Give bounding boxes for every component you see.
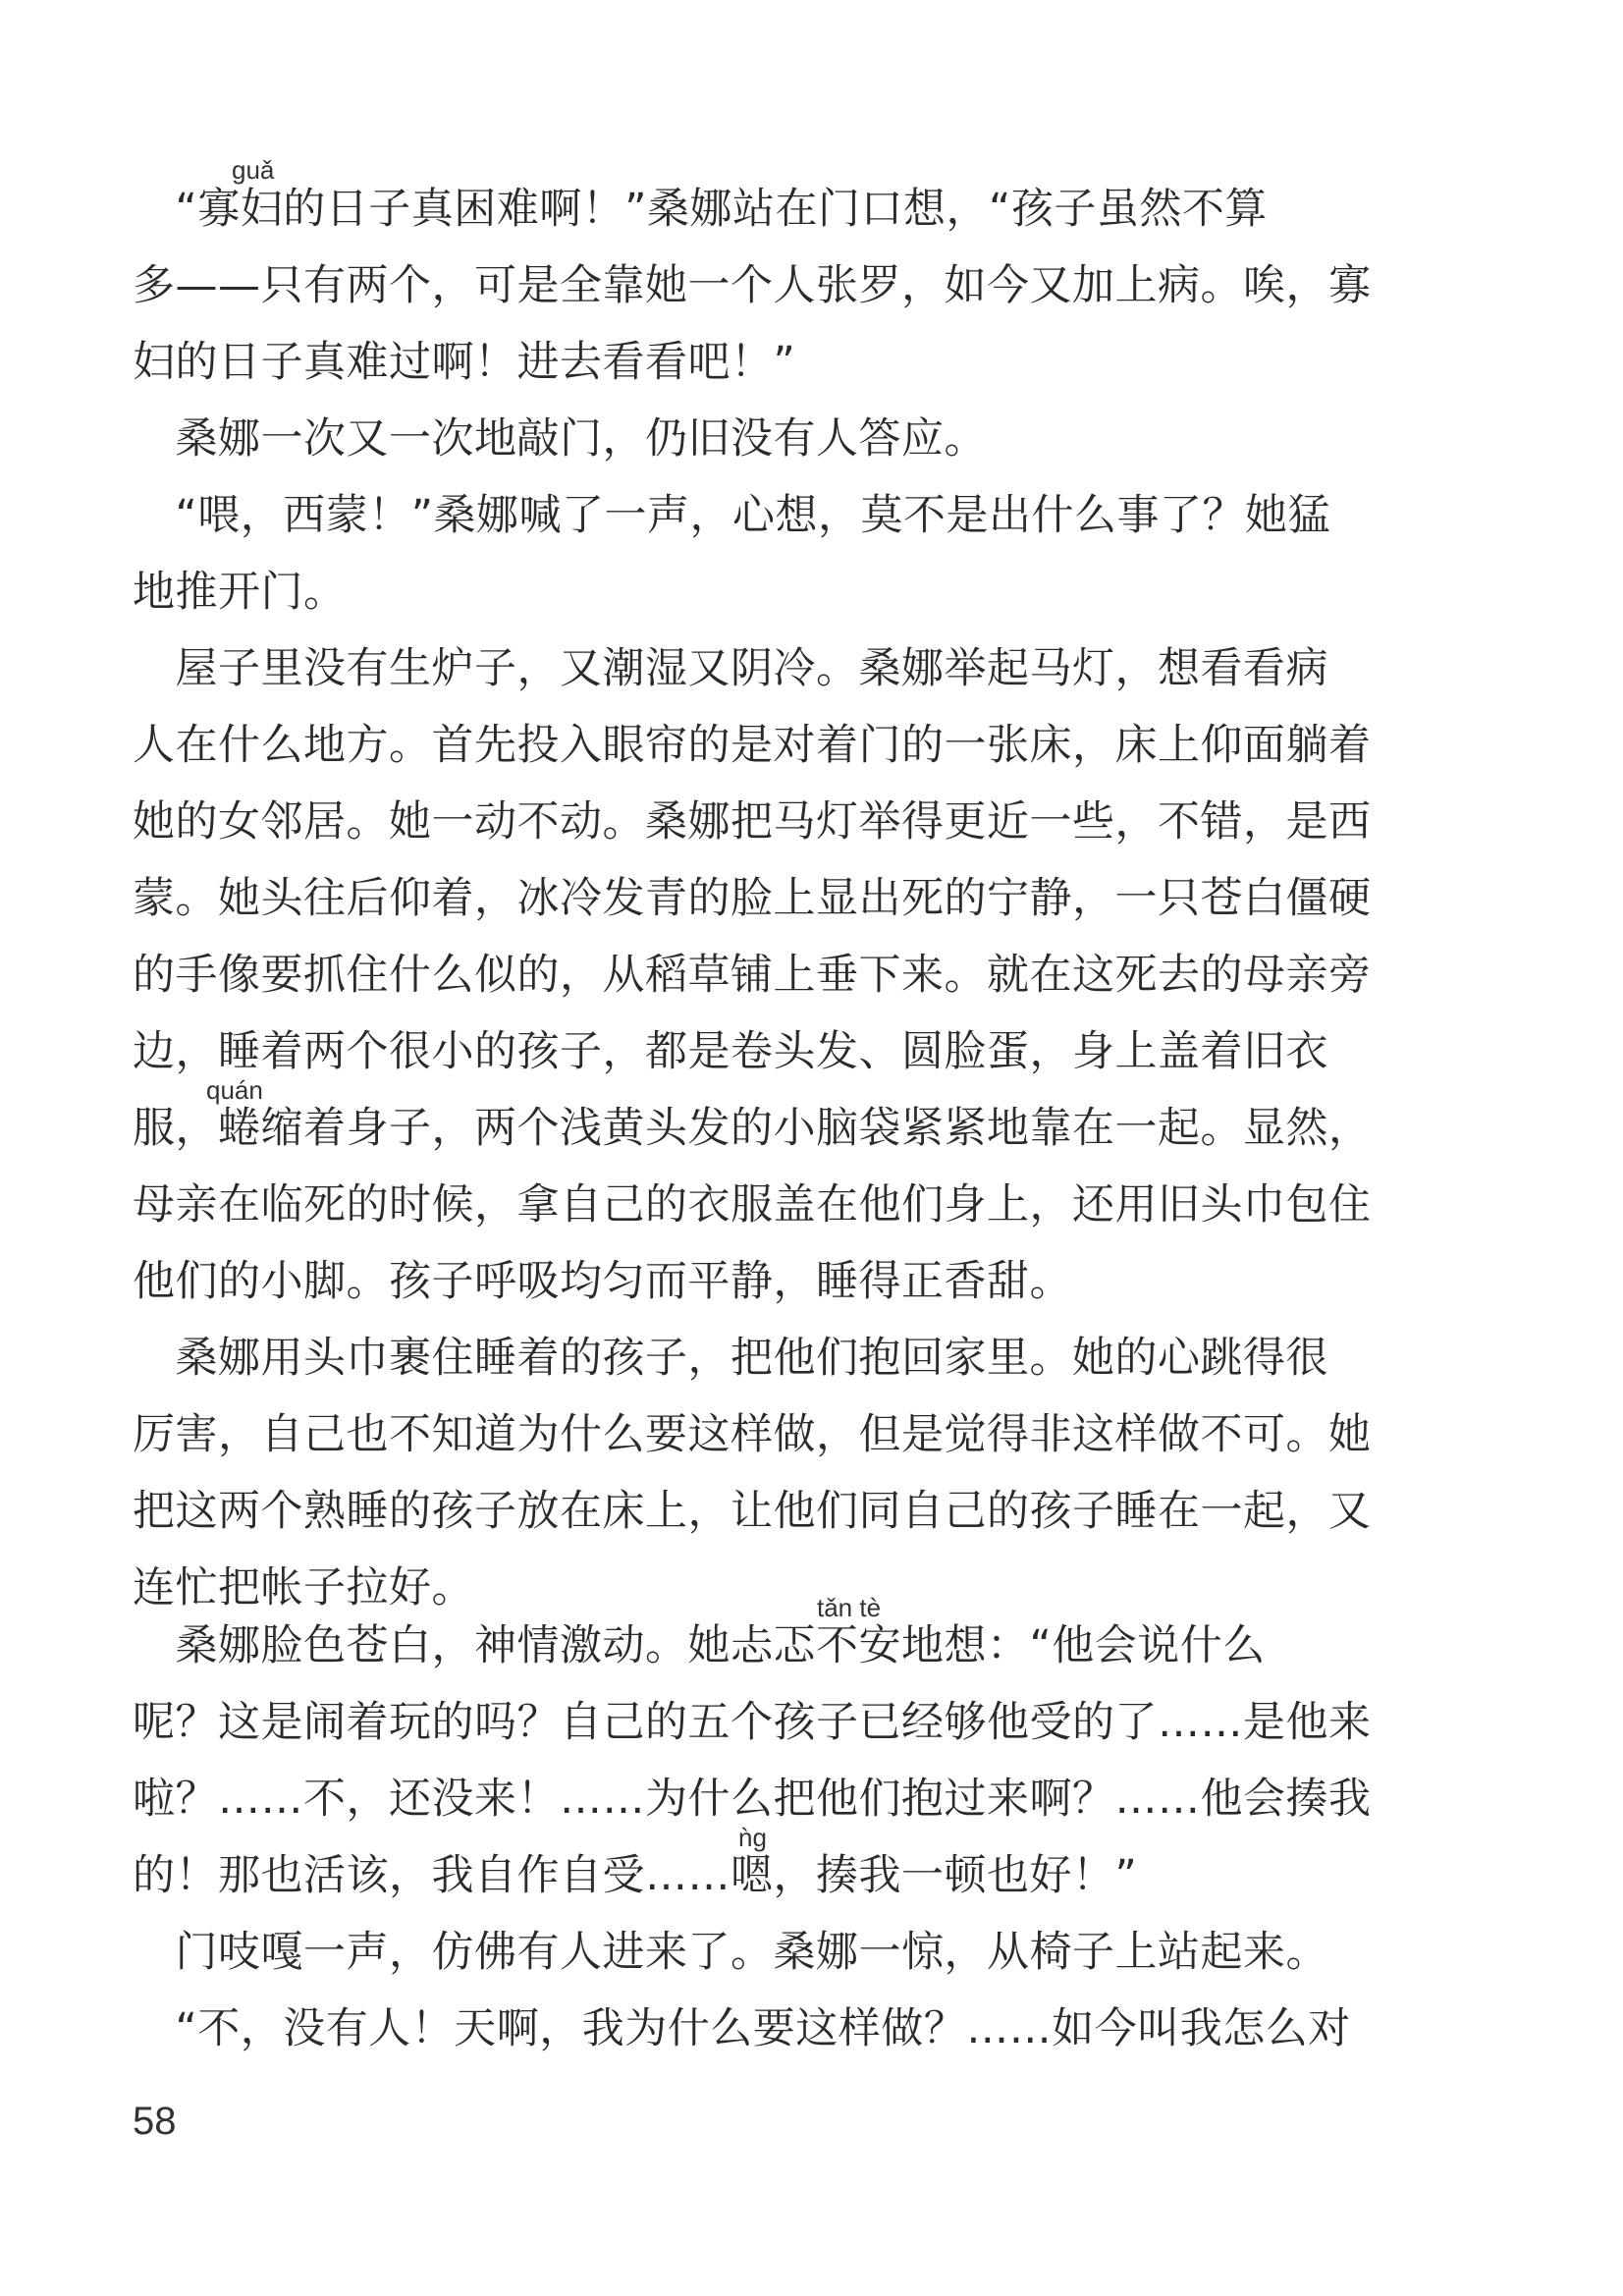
text-line: 地推开门。 — [133, 568, 347, 617]
text-line: 把这两个熟睡的孩子放在床上，让他们同自己的孩子睡在一起，又 — [133, 1487, 1372, 1536]
text-line: 蒙。她头往后仰着，冰冷发青的脸上显出死的宁静，一只苍白僵硬 — [133, 874, 1372, 923]
text-line: “不，没有人！天啊，我为什么要这样做？……如今叫我怎么对 — [133, 2004, 1351, 2053]
text-line: 桑娜用头巾裹住睡着的孩子，把他们抱回家里。她的心跳得很 — [133, 1334, 1328, 1383]
text-line: 啦？……不，还没来！……为什么把他们抱过来啊？……他会揍我 — [133, 1775, 1372, 1824]
text-line: 人在什么地方。首先投入眼帘的是对着门的一张床，床上仰面躺着 — [133, 721, 1372, 770]
text-line: 她的女邻居。她一动不动。桑娜把马灯举得更近一些，不错，是西 — [133, 797, 1372, 847]
text-line: 母亲在临死的时候，拿自己的衣服盖在他们身上，还用旧头巾包住 — [133, 1180, 1372, 1230]
text-line: 多——只有两个，可是全靠她一个人张罗，如今又加上病。唉，寡 — [133, 261, 1372, 310]
text-line: 服，蜷缩着身子，两个浅黄头发的小脑袋紧紧地靠在一起。显然， — [133, 1104, 1372, 1153]
pinyin-annotation-ng: ǹg — [738, 1823, 767, 1852]
text-line: 屋子里没有生炉子，又潮湿又阴冷。桑娜举起马灯，想看看病 — [133, 644, 1328, 693]
text-line: 门吱嘎一声，仿佛有人进来了。桑娜一惊，从椅子上站起来。 — [133, 1928, 1328, 1977]
page-number: 58 — [133, 2100, 177, 2143]
text-line: 边，睡着两个很小的孩子，都是卷头发、圆脸蛋，身上盖着旧衣 — [133, 1027, 1328, 1076]
text-line: 连忙把帐子拉好。 — [133, 1563, 474, 1613]
text-line: 的手像要抓住什么似的，从稻草铺上垂下来。就在这死去的母亲旁 — [133, 951, 1372, 1000]
text-line: 桑娜一次又一次地敲门，仍旧没有人答应。 — [133, 414, 987, 464]
text-line: 桑娜脸色苍白，神情激动。她忐忑不安地想：“他会说什么 — [133, 1621, 1266, 1670]
text-line: 呢？这是闹着玩的吗？自己的五个孩子已经够他受的了……是他来 — [133, 1698, 1372, 1747]
text-line: “喂，西蒙！”桑娜喊了一声，心想，莫不是出什么事了？她猛 — [133, 491, 1331, 540]
pinyin-annotation-gua: guǎ — [232, 155, 275, 185]
text-line: 他们的小脚。孩子呼吸均匀而平静，睡得正香甜。 — [133, 1257, 1072, 1306]
text-line: 厉害，自己也不知道为什么要这样做，但是觉得非这样做不可。她 — [133, 1410, 1372, 1459]
pinyin-annotation-quan: quán — [206, 1075, 263, 1105]
text-line: 的！那也活该，我自作自受……嗯，揍我一顿也好！” — [133, 1851, 1138, 1900]
text-line: 妇的日子真难过啊！进去看看吧！” — [133, 338, 796, 387]
pinyin-annotation-tante: tǎn tè — [817, 1593, 882, 1622]
text-line: “寡妇的日子真困难啊！”桑娜站在门口想，“孩子虽然不算 — [133, 185, 1268, 234]
